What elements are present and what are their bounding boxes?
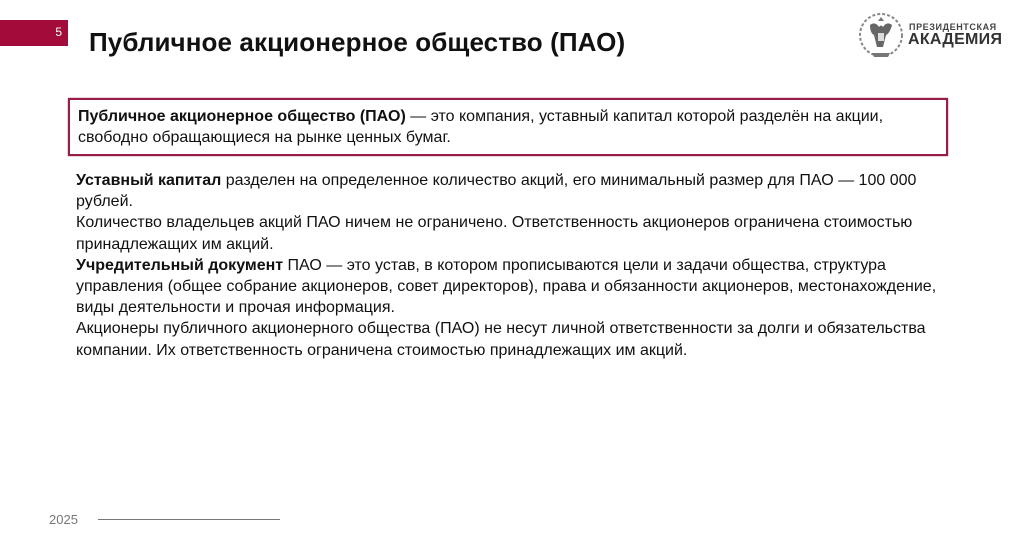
paragraph-charter-capital: [76, 170, 956, 212]
page-title: Публичное акционерное общество (ПАО): [89, 27, 626, 57]
academy-logo: [858, 9, 1003, 61]
definition-term: Публичное акционерное общество (ПАО): [78, 108, 406, 125]
paragraph-text: ПАО — это устав, в котором прописываются цели и задачи общества, структура управления (общее собрание акционеров, совет директоров), права и обязанности акционеров, местонахождение, виды деятельности и прочая информация.: [76, 256, 937, 317]
paragraph-founding-document: [76, 255, 956, 319]
term-charter-capital: Уставный капитал: [76, 172, 222, 189]
paragraph-text: разделен на определенное количество акций, его минимальный размер для ПАО — 100 000 рублей.: [76, 172, 917, 211]
paragraph-liability: Акционеры публичного акционерного общества (ПАО) не несут личной ответственности за долги и обязательства компании. Их ответственность ограничена стоимостью принадлежащих им акций.: [76, 320, 926, 359]
slide-number-bar: [0, 20, 68, 46]
definition-body: — это компания, уставный капитал которой разделён на акции, свободно обращающиеся на рынке ценных бумаг.: [78, 108, 884, 146]
definition-text: [78, 106, 938, 148]
double-headed-eagle-emblem-icon: [858, 9, 904, 61]
definition-box: [68, 98, 948, 156]
body-text: [76, 170, 956, 361]
logo-line-2: АКАДЕМИЯ: [908, 31, 1003, 48]
logo-line-1: ПРЕЗИДЕНТСКАЯ: [909, 22, 997, 32]
footer-divider: [98, 519, 280, 520]
term-founding-document: Учредительный документ: [76, 256, 284, 274]
paragraph-shareholders-count: Количество владельцев акций ПАО ничем не ограничено. Ответственность акционеров ограничена стоимостью принадлежащих им акций.: [76, 214, 913, 253]
slide-number: 5: [55, 25, 62, 39]
footer-year: 2025: [49, 512, 78, 527]
